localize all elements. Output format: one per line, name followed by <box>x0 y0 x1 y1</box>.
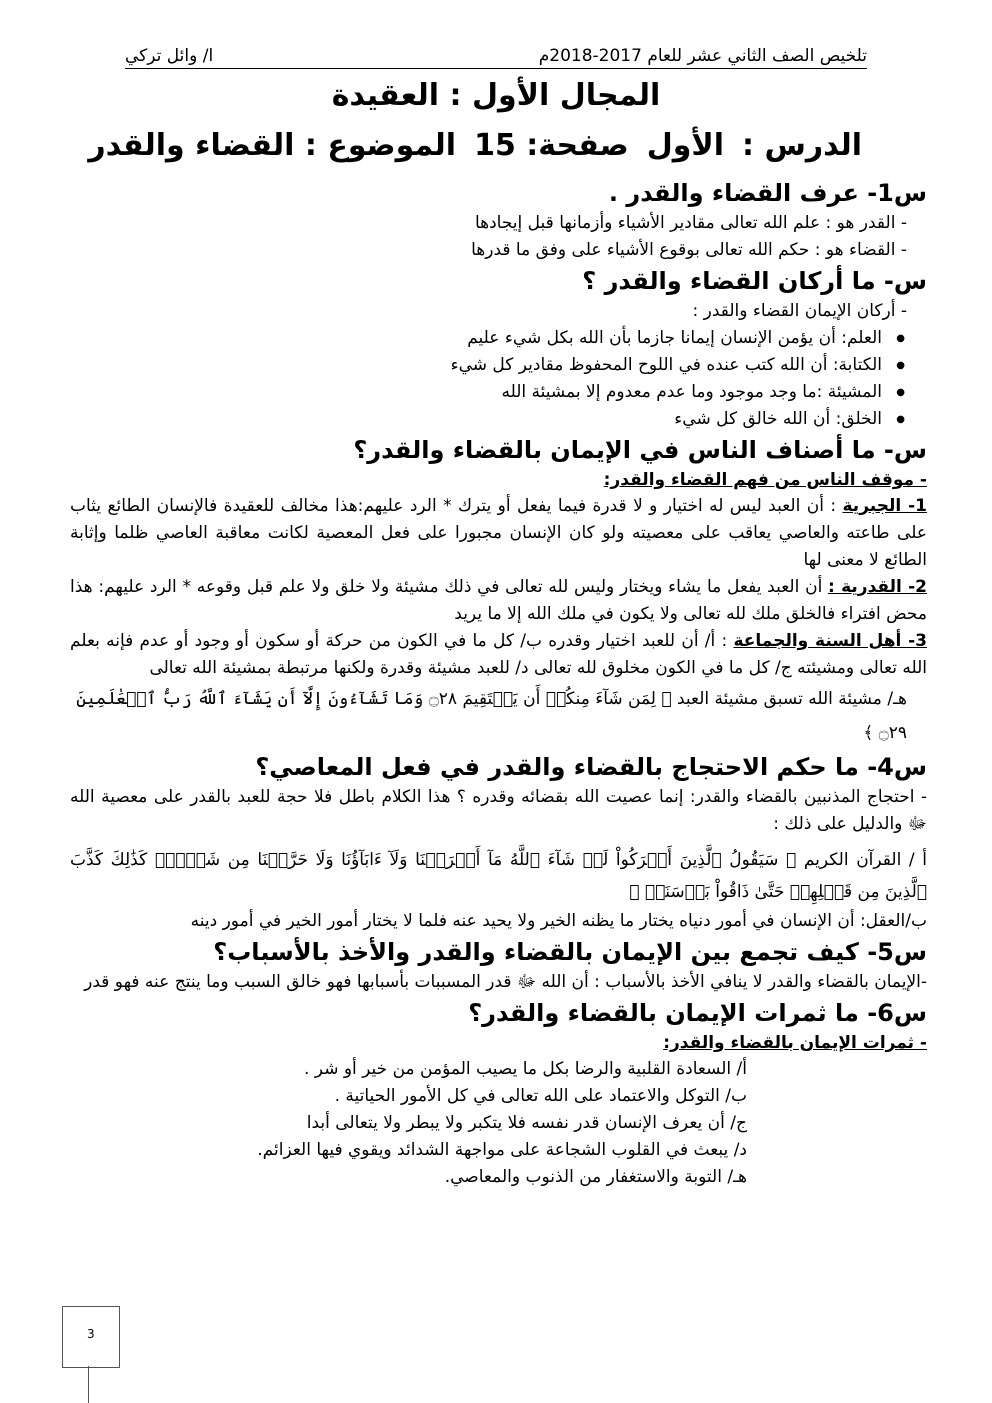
lesson-topic: الموضوع : القضاء والقدر <box>88 128 457 163</box>
document-body <box>70 176 927 1191</box>
aql-evidence: ب/العقل: أن الإنسان في أمور دنياه يختار ما يظنه الخير ولا يحيد عنه فلما لا يختار أمور الخير في أمور دينه <box>190 911 927 931</box>
fruit-item: ب/ التوكل والاعتماد على الله تعالى في كل الأمور الحياتية . <box>334 1086 747 1106</box>
lesson-number: الأول <box>646 128 724 163</box>
jabriya-label: 1- الجبرية <box>842 496 927 516</box>
qadariya-paragraph: 2- القدرية : أن العبد يفعل ما يشاء ويختار وليس لله تعالى في ذلك مشيئة ولا خلق ولا علم قبل وقوعه * الرد عليهم: هذا محض افتراء فالخلق ملك لله تعالى ولا يكون في ملك الله إلا ما يريد <box>70 577 928 624</box>
mashia-line: هـ/ مشيئة الله تسبق مشيئة العبد ﴿ لِمَن شَآءَ مِنكُمۡ أَن يَسۡتَقِيمَ ۝٢٨ وَمَا تَشَآءُونَ إِلَّآ أَن يَشَآءَ ٱللَّهُ رَبُّ ٱلۡعَٰلَمِينَ ۝٢٩ ﴾ <box>76 689 907 743</box>
lesson-label: الدرس : <box>742 128 862 163</box>
pillars-intro: - أركان الإيمان القضاء والقدر : <box>692 301 907 321</box>
fruit-item: أ/ السعادة القلبية والرضا بكل ما يصيب المؤمن من خير أو شر . <box>304 1059 747 1079</box>
ayah-takwir: ﴿ لِمَن شَآءَ مِنكُمۡ أَن يَسۡتَقِيمَ ۝٢٨ وَمَا تَشَآءُونَ إِلَّآ أَن يَشَآءَ ٱللَّهُ رَبُّ ٱلۡعَٰلَمِينَ ۝٢٩ ﴾ <box>76 689 907 743</box>
page-number-box <box>62 1306 120 1368</box>
fruit-item: ج/ أن يعرف الإنسان قدر نفسه فلا يتكبر ولا يبطر ولا يتعالى أبدا <box>306 1113 747 1133</box>
ahl-sunna-label: 3- أهل السنة والجماعة <box>733 631 927 651</box>
question-1-title: س1- عرف القضاء والقدر . <box>608 179 927 207</box>
question-4-title: س4- ما حكم الاحتجاج بالقضاء والقدر في فعل المعاصي؟ <box>255 753 927 781</box>
ahl-sunna-paragraph: 3- أهل السنة والجماعة : أ/ أن للعبد اختيار وقدره ب/ كل ما في الكون من حركة أو سكون أو وجود أو عدم فإنه بعلم الله تعالى ومشيئته ج/ كل ما في الكون مخلوق لله تعالى د/ للعبد مشيئة وقدرة ولكنها مرتبطة بمشيئة الله تعالى <box>70 631 927 678</box>
quran-evidence: أ / القرآن الكريم ﴿ سَيَقُولُ ٱلَّذِينَ أَشۡرَكُواْ لَوۡ شَآءَ ٱللَّهُ مَآ أَشۡرَكۡنَا وَلَآ ءَابَآؤُنَا وَلَا حَرَّمۡنَا مِن شَيۡءٖۚ كَذَٰلِكَ كَذَّبَ ٱلَّذِينَ مِن قَبۡلِهِمۡ حَتَّىٰ ذَاقُواْ بَأۡسَنَاۗ ﴾ <box>70 850 928 902</box>
question-5-title: س5- كيف تجمع بين الإيمان بالقضاء والقدر والأخذ بالأسباب؟ <box>213 938 927 966</box>
question-2-title: س- ما أركان القضاء والقدر ؟ <box>582 267 927 295</box>
people-stance-subtitle: - موقف الناس من فهم القضاء والقدر: <box>603 470 927 490</box>
pillar-item: ● العلم: أن يؤمن الإنسان إيمانا جازما بأن الله بكل شيء عليم <box>70 325 927 352</box>
definition-qadar: - القدر هو : علم الله تعالى مقادير الأشياء وأزمانها قبل إيجادها <box>474 213 907 233</box>
ayah-anam: ﴿ سَيَقُولُ ٱلَّذِينَ أَشۡرَكُواْ لَوۡ شَآءَ ٱللَّهُ مَآ أَشۡرَكۡنَا وَلَآ ءَابَآؤُنَا وَلَا حَرَّمۡنَا مِن شَيۡءٖۚ كَذَٰلِكَ كَذَّبَ ٱلَّذِينَ مِن قَبۡلِهِمۡ حَتَّىٰ ذَاقُواْ بَأۡسَنَاۗ ﴾ <box>70 850 927 902</box>
fruit-item: هـ/ التوبة والاستغفار من الذنوب والمعاصي. <box>444 1167 747 1187</box>
lesson-page: صفحة: 15 <box>474 128 629 163</box>
pillar-item: ● الكتابة: أن الله كتب عنده في اللوح المحفوظ مقادير كل شيء <box>70 352 927 379</box>
question-3-title: س- ما أصناف الناس في الإيمان بالقضاء والقدر؟ <box>353 436 927 464</box>
lesson-line <box>70 128 862 163</box>
pillar-item: ● الخلق: أن الله خالق كل شيء <box>70 406 927 433</box>
header-author: ا/ وائل تركي <box>125 46 214 66</box>
jabriya-paragraph: 1- الجبرية : أن العبد ليس له اختيار و لا قدرة فيما يفعل أو يترك * الرد عليهم:هذا مخالف للعقيدة فالإنسان الطائع يثاب على طاعته والعاصي يعاقب على معصيته ولو كان الإنسان مجبورا على فعل المعصية لكانت معاقبة العاصي ظلما وإثابة الطائع لا معنى لها <box>70 496 927 570</box>
ihtijaj-paragraph: - احتجاج المذنبين بالقضاء والقدر: إنما عصيت الله بقضائه وقدره ؟ هذا الكلام باطل فلا حجة للعبد بالقدر على معصية الله ﷻ والدليل على ذلك : <box>70 787 927 834</box>
page-title: المجال الأول : العقيدة <box>331 78 661 113</box>
question-6-title: س6- ما ثمرات الإيمان بالقضاء والقدر؟ <box>468 999 927 1027</box>
page-header <box>125 42 867 69</box>
definition-qada: - القضاء هو : حكم الله تعالى بوقوع الأشياء على وفق ما قدرها <box>471 240 907 260</box>
pillar-item: ● المشيئة :ما وجد موجود وما عدم معدوم إلا بمشيئة الله <box>70 379 927 406</box>
page-number-stem <box>88 1366 89 1403</box>
asbab-paragraph: -الإيمان بالقضاء والقدر لا ينافي الأخذ بالأسباب : أن الله ﷻ قدر المسببات بأسبابها فهو خالق السبب وما ينتج عنه فهو قدر <box>84 972 927 992</box>
header-course: تلخيص الصف الثاني عشر للعام 2017-2018م <box>538 46 867 66</box>
page-number: 3 <box>87 1327 95 1341</box>
fruit-item: د/ يبعث في القلوب الشجاعة على مواجهة الشدائد ويقوي فيها العزائم. <box>257 1140 747 1160</box>
qadariya-label: 2- القدرية : <box>828 577 928 597</box>
fruits-subtitle: - ثمرات الإيمان بالقضاء والقدر: <box>663 1033 927 1053</box>
